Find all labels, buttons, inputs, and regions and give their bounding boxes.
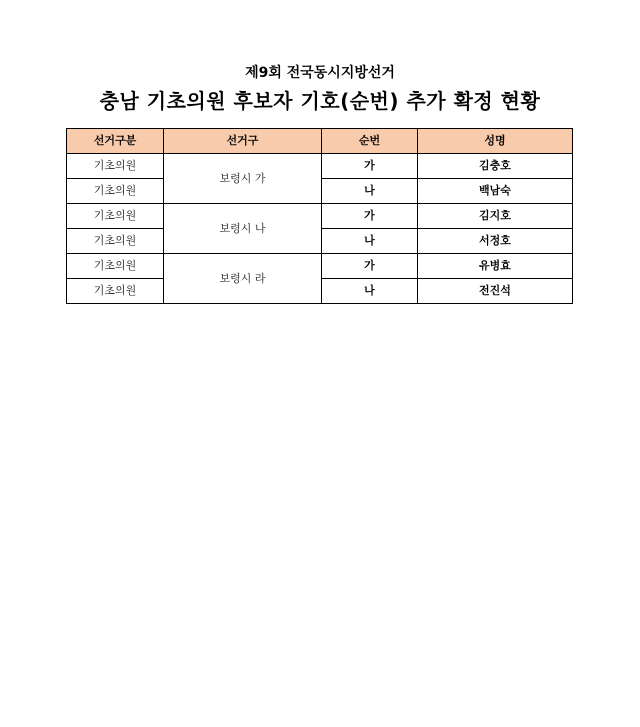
division-cell: 기초의원 [67, 254, 164, 279]
name-cell: 서정호 [418, 229, 573, 254]
document-title: 충남 기초의원 후보자 기호(순번) 추가 확정 현황 [99, 89, 541, 113]
order-cell: 가 [322, 204, 418, 229]
column-header-division: 선거구분 [67, 129, 164, 154]
column-header-order: 순번 [322, 129, 418, 154]
column-header-district: 선거구 [164, 129, 322, 154]
name-cell: 김지호 [418, 204, 573, 229]
table-row [67, 204, 573, 229]
division-cell: 기초의원 [67, 154, 164, 179]
division-cell: 기초의원 [67, 229, 164, 254]
order-cell: 나 [322, 179, 418, 204]
division-cell: 기초의원 [67, 279, 164, 304]
candidate-table [66, 128, 573, 304]
column-header-name: 성명 [418, 129, 573, 154]
division-cell: 기초의원 [67, 179, 164, 204]
table-row [67, 154, 573, 179]
name-cell: 전진석 [418, 279, 573, 304]
table-row [67, 254, 573, 279]
district-cell: 보령시 나 [164, 204, 322, 254]
order-cell: 나 [322, 229, 418, 254]
name-cell: 김충호 [418, 154, 573, 179]
table-header-row [67, 129, 573, 154]
name-cell: 백남숙 [418, 179, 573, 204]
order-cell: 가 [322, 154, 418, 179]
division-cell: 기초의원 [67, 204, 164, 229]
document-subtitle: 제9회 전국동시지방선거 [245, 65, 395, 81]
district-cell: 보령시 라 [164, 254, 322, 304]
order-cell: 나 [322, 279, 418, 304]
district-cell: 보령시 가 [164, 154, 322, 204]
name-cell: 유병효 [418, 254, 573, 279]
order-cell: 가 [322, 254, 418, 279]
